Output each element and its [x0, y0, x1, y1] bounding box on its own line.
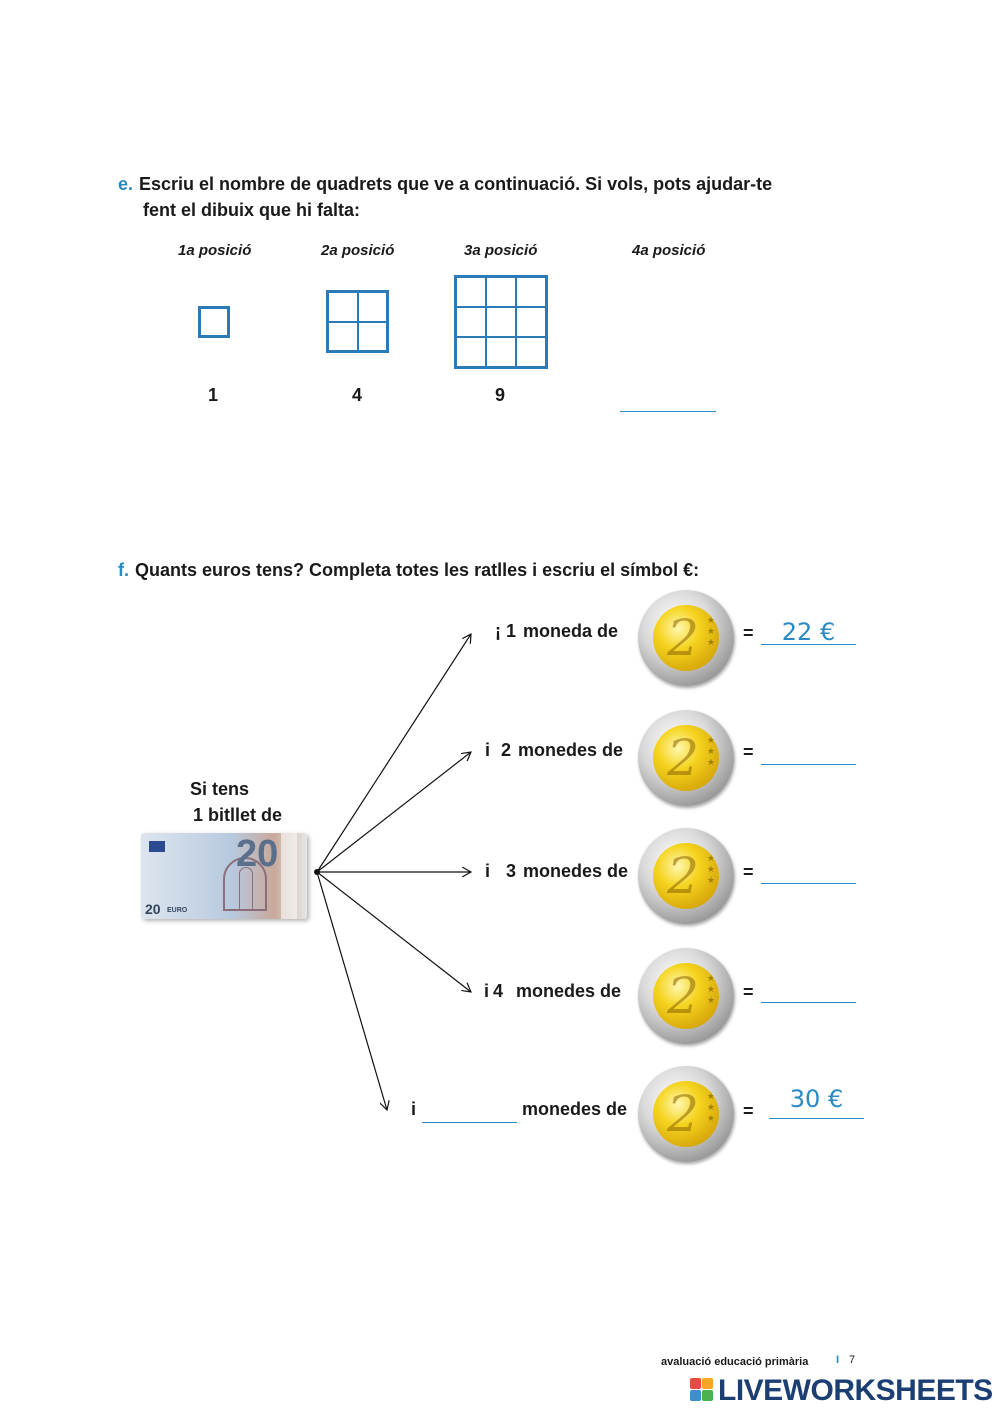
row-2-prefix: i [485, 740, 491, 760]
row-1-answer-field[interactable] [761, 618, 856, 645]
row-5-answer: 30 € [789, 1085, 844, 1113]
row-3-prefix: i [485, 861, 491, 881]
position-1-value: 1 [208, 385, 219, 405]
bill-value-small: 20 [145, 901, 161, 917]
footer-text: avaluació educació primària [661, 1356, 809, 1368]
question-e-letter: e. [118, 174, 134, 194]
arrow-to-row-1 [317, 634, 471, 872]
bill-value-large: 20 [236, 833, 279, 875]
two-euro-coin-image: 2 ★ ★ ★ [638, 590, 734, 686]
row-1-label: moneda de [523, 621, 619, 641]
intro-line1: Si tens [190, 779, 250, 799]
arrow-to-row-4 [317, 872, 471, 992]
position-1-label: 1a posició [178, 242, 252, 259]
bill-currency-text: EURO [167, 907, 188, 914]
position-2-value: 4 [352, 385, 363, 405]
row-4-prefix: i [484, 981, 490, 1001]
row-3-count: 3 [506, 861, 517, 881]
row-1-count: 1 [506, 621, 517, 641]
row-3-label: monedes de [523, 861, 629, 881]
position-2-label: 2a posició [321, 242, 395, 259]
question-f-letter: f. [118, 560, 129, 580]
position-3-value: 9 [495, 385, 506, 405]
row-4-count: 4 [493, 981, 504, 1001]
row-4-answer-field[interactable] [761, 978, 856, 1003]
question-e-line1: Escriu el nombre de quadrets que ve a continuació. Si vols, pots ajudar-te [139, 174, 773, 194]
row-5-answer-field[interactable] [769, 1085, 864, 1119]
arrow-to-row-5 [317, 872, 387, 1110]
row-4-label: monedes de [516, 981, 622, 1001]
row-5-prefix: i [411, 1099, 417, 1119]
row-5-equals: = [743, 1101, 754, 1121]
arrow-to-row-2 [317, 752, 471, 872]
two-euro-coin-image: 2 ★ ★ ★ [638, 828, 734, 924]
row-1-equals: = [743, 623, 754, 643]
row-3-answer-field[interactable] [761, 859, 856, 884]
row-1-answer: 22 € [781, 618, 836, 646]
row-2-equals: = [743, 742, 754, 762]
brand-name: LIVEWORKSHEETS [718, 1374, 993, 1407]
row-1-prefix: ¡ [495, 621, 501, 641]
page-number: 7 [849, 1354, 856, 1366]
two-euro-coin-image: 2 ★ ★ ★ [638, 948, 734, 1044]
row-5-label: monedes de [522, 1099, 628, 1119]
question-e-line2: fent el dibuix que hi falta: [143, 200, 361, 220]
two-euro-coin-image: 2 ★ ★ ★ [638, 1066, 734, 1162]
row-4-equals: = [743, 982, 754, 1002]
row-3-equals: = [743, 862, 754, 882]
two-euro-coin-image: 2 ★ ★ ★ [638, 710, 734, 806]
logo-blocks-icon [690, 1378, 714, 1402]
row-2-count: 2 [501, 740, 512, 760]
row-2-label: monedes de [518, 740, 624, 760]
position-4-label: 4a posició [632, 242, 706, 259]
row-5-count-field[interactable] [422, 1098, 517, 1123]
row-2-answer-field[interactable] [761, 740, 856, 765]
question-f-text: Quants euros tens? Completa totes les ratlles i escriu el símbol €: [135, 560, 700, 580]
intro-line2: 1 bitllet de [193, 805, 283, 825]
position-3-label: 3a posició [464, 242, 538, 259]
footer-separator: I [836, 1354, 840, 1366]
